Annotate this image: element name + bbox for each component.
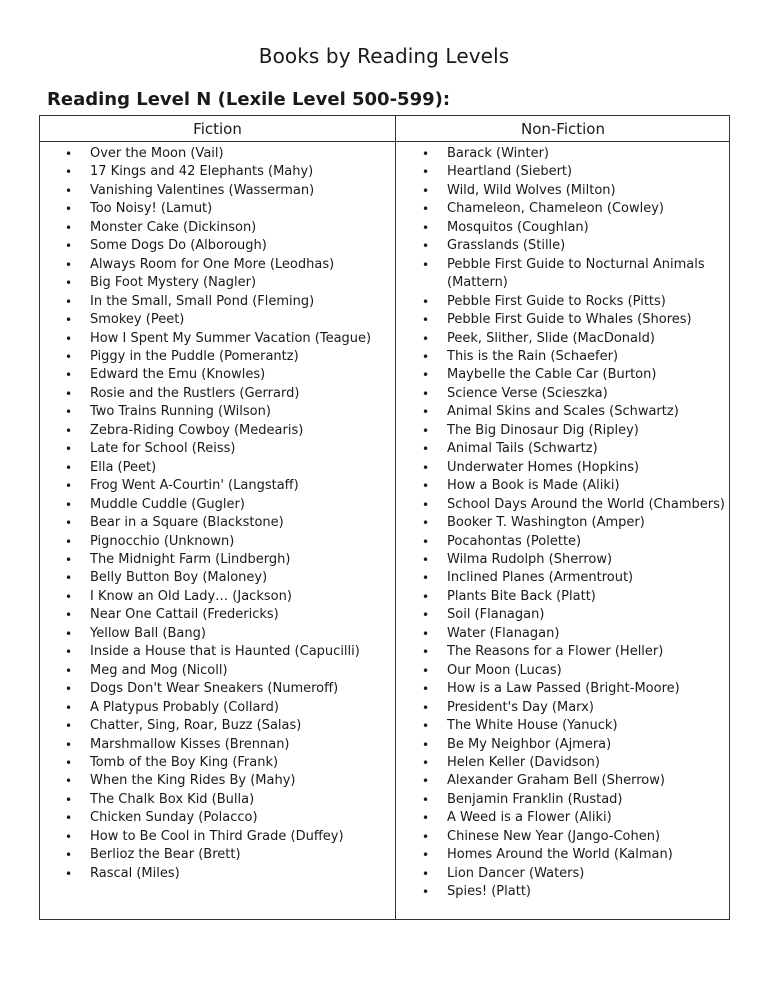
fiction-list-item: • Rascal (Miles) [90, 865, 390, 883]
fiction-list-item: • 17 Kings and 42 Elephants (Mahy) [90, 163, 390, 181]
nonfiction-list-item: • Alexander Graham Bell (Sherrow) [447, 772, 729, 790]
fiction-list-item: • Ella (Peet) [90, 459, 390, 477]
fiction-list-item: • Tomb of the Boy King (Frank) [90, 754, 390, 772]
nonfiction-list-item: • Mosquitos (Coughlan) [447, 219, 729, 237]
nonfiction-list-item: • Grasslands (Stille) [447, 237, 729, 255]
nonfiction-list-item: • Pocahontas (Polette) [447, 533, 729, 551]
nonfiction-list-item: • Benjamin Franklin (Rustad) [447, 791, 729, 809]
fiction-column-header: Fiction [193, 120, 242, 138]
nonfiction-list-item: • Our Moon (Lucas) [447, 662, 729, 680]
page-title: Books by Reading Levels [258, 44, 510, 68]
fiction-list-item: • Two Trains Running (Wilson) [90, 403, 390, 421]
nonfiction-list-item: • Barack (Winter) [447, 145, 729, 163]
fiction-list-item: • Yellow Ball (Bang) [90, 625, 390, 643]
fiction-list-item: • When the King Rides By (Mahy) [90, 772, 390, 790]
section-heading: Reading Level N (Lexile Level 500-599): [47, 89, 451, 110]
nonfiction-list [447, 145, 729, 902]
nonfiction-list-item: • Pebble First Guide to Whales (Shores) [447, 311, 729, 329]
header-divider [40, 141, 729, 142]
nonfiction-list-item: • The Big Dinosaur Dig (Ripley) [447, 422, 729, 440]
fiction-list-item: • Berlioz the Bear (Brett) [90, 846, 390, 864]
fiction-list-item: • Rosie and the Rustlers (Gerrard) [90, 385, 390, 403]
fiction-list-item: • Vanishing Valentines (Wasserman) [90, 182, 390, 200]
fiction-list-item: • Smokey (Peet) [90, 311, 390, 329]
fiction-list-item: • Chatter, Sing, Roar, Buzz (Salas) [90, 717, 390, 735]
nonfiction-list-item: • Homes Around the World (Kalman) [447, 846, 729, 864]
column-divider [395, 116, 396, 919]
nonfiction-list-item: • Spies! (Platt) [447, 883, 729, 901]
fiction-list-item: • Edward the Emu (Knowles) [90, 366, 390, 384]
nonfiction-list-item: • How is a Law Passed (Bright-Moore) [447, 680, 729, 698]
fiction-list [90, 145, 390, 883]
fiction-list-item: • Some Dogs Do (Alborough) [90, 237, 390, 255]
fiction-list-item: • Meg and Mog (Nicoll) [90, 662, 390, 680]
fiction-list-item: • Late for School (Reiss) [90, 440, 390, 458]
fiction-list-item: • Near One Cattail (Fredericks) [90, 606, 390, 624]
fiction-list-item: • Chicken Sunday (Polacco) [90, 809, 390, 827]
fiction-list-item: • How to Be Cool in Third Grade (Duffey) [90, 828, 390, 846]
nonfiction-list-item: • School Days Around the World (Chambers) [447, 496, 729, 514]
nonfiction-list-item: • Plants Bite Back (Platt) [447, 588, 729, 606]
fiction-list-item: • Frog Went A-Courtin' (Langstaff) [90, 477, 390, 495]
nonfiction-list-item: • Chameleon, Chameleon (Cowley) [447, 200, 729, 218]
nonfiction-list-item: • Wild, Wild Wolves (Milton) [447, 182, 729, 200]
nonfiction-list-item: • President's Day (Marx) [447, 699, 729, 717]
fiction-list-item: • Dogs Don't Wear Sneakers (Numeroff) [90, 680, 390, 698]
nonfiction-list-item: • Maybelle the Cable Car (Burton) [447, 366, 729, 384]
fiction-list-item: • How I Spent My Summer Vacation (Teague) [90, 330, 390, 348]
nonfiction-list-item: • Booker T. Washington (Amper) [447, 514, 729, 532]
nonfiction-list-item: • Lion Dancer (Waters) [447, 865, 729, 883]
fiction-list-item: • Zebra-Riding Cowboy (Medearis) [90, 422, 390, 440]
fiction-list-item: • Pignocchio (Unknown) [90, 533, 390, 551]
fiction-list-item: • The Chalk Box Kid (Bulla) [90, 791, 390, 809]
nonfiction-list-item: • Water (Flanagan) [447, 625, 729, 643]
nonfiction-list-item: • Animal Skins and Scales (Schwartz) [447, 403, 729, 421]
fiction-list-item: • Muddle Cuddle (Gugler) [90, 496, 390, 514]
nonfiction-list-item: • Helen Keller (Davidson) [447, 754, 729, 772]
fiction-list-item: • Marshmallow Kisses (Brennan) [90, 736, 390, 754]
nonfiction-list-item: • This is the Rain (Schaefer) [447, 348, 729, 366]
nonfiction-list-item: • Soil (Flanagan) [447, 606, 729, 624]
nonfiction-list-item: • Animal Tails (Schwartz) [447, 440, 729, 458]
nonfiction-list-item: • How a Book is Made (Aliki) [447, 477, 729, 495]
nonfiction-column-header: Non-Fiction [520, 120, 605, 138]
nonfiction-list-item: • Wilma Rudolph (Sherrow) [447, 551, 729, 569]
fiction-list-item: • I Know an Old Lady… (Jackson) [90, 588, 390, 606]
fiction-list-item: • Over the Moon (Vail) [90, 145, 390, 163]
nonfiction-list-item: • Pebble First Guide to Nocturnal Animals (Mattern) [447, 256, 729, 293]
fiction-list-item: • Big Foot Mystery (Nagler) [90, 274, 390, 292]
fiction-list-item: • Always Room for One More (Leodhas) [90, 256, 390, 274]
nonfiction-list-item: • Pebble First Guide to Rocks (Pitts) [447, 293, 729, 311]
nonfiction-list-item: • Underwater Homes (Hopkins) [447, 459, 729, 477]
fiction-list-item: • The Midnight Farm (Lindbergh) [90, 551, 390, 569]
nonfiction-list-item: • The White House (Yanuck) [447, 717, 729, 735]
nonfiction-list-item: • Be My Neighbor (Ajmera) [447, 736, 729, 754]
nonfiction-list-item: • Peek, Slither, Slide (MacDonald) [447, 330, 729, 348]
fiction-list-item: • Belly Button Boy (Maloney) [90, 569, 390, 587]
nonfiction-list-item: • Inclined Planes (Armentrout) [447, 569, 729, 587]
fiction-list-item: • In the Small, Small Pond (Fleming) [90, 293, 390, 311]
nonfiction-list-item: • Science Verse (Scieszka) [447, 385, 729, 403]
fiction-list-item: • Inside a House that is Haunted (Capucilli) [90, 643, 390, 661]
nonfiction-list-item: • Chinese New Year (Jango-Cohen) [447, 828, 729, 846]
fiction-list-item: • A Platypus Probably (Collard) [90, 699, 390, 717]
nonfiction-list-item: • The Reasons for a Flower (Heller) [447, 643, 729, 661]
fiction-list-item: • Too Noisy! (Lamut) [90, 200, 390, 218]
nonfiction-list-item: • Heartland (Siebert) [447, 163, 729, 181]
fiction-list-item: • Piggy in the Puddle (Pomerantz) [90, 348, 390, 366]
nonfiction-list-item: • A Weed is a Flower (Aliki) [447, 809, 729, 827]
fiction-list-item: • Monster Cake (Dickinson) [90, 219, 390, 237]
fiction-list-item: • Bear in a Square (Blackstone) [90, 514, 390, 532]
